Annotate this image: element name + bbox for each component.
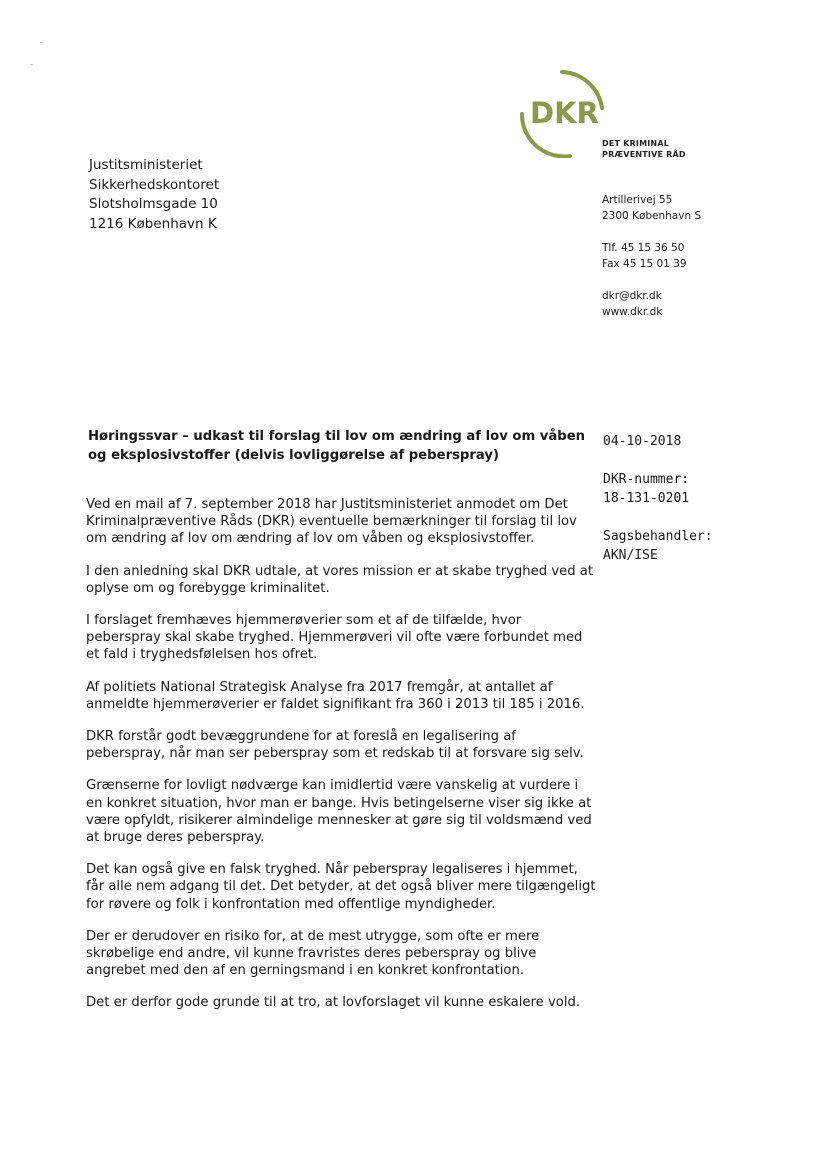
paragraph: I forslaget fremhæves hjemmerøverier som et af de tilfælde, hvor peberspray skal skabe tryghed. Hjemmerøveri vil ofte være forbundet med et fald i tryghedsfølelsen hos ofret. [86,613,583,663]
fax: Fax 45 15 01 39 [602,258,687,270]
logo-text: DKR [530,96,599,130]
paragraph: DKR forstår godt bevæggrundene for at foreslå en legalisering af peberspray, når man ser peberspray som et redskab til at forsvare sig selv. [86,729,584,762]
sender-address: Artillerivej 55 2300 København S [602,194,702,222]
email-link[interactable]: dkr@dkr.dk [602,290,662,302]
sender-contact [602,192,802,336]
scan-mark: - [40,38,43,47]
letter-subject: Høringssvar – udkast til forslag til lov om ændring af lov om våben og eksplosivstoffer (delvis lovliggørelse af peberspray) [88,429,586,463]
phone: Tlf. 45 15 36 50 [602,242,685,254]
paragraph: Det er derfor gode grunde til at tro, at lovforslaget vil kunne eskalere vold. [86,995,581,1011]
recipient-address [89,156,369,234]
recipient-line: 1216 København K [89,215,217,232]
sender-online [602,288,802,320]
letter-meta [603,432,803,584]
paragraph: Der er derudover en risiko for, at de mest utrygge, som ofte er mere skrøbelige end andre, vil kunne fravristes deres peberspray og blive angrebet med den af en gerningsmand i en konkret konfrontation. [86,928,540,979]
org-name: DET KRIMINAL PRÆVENTIVE RÅD [602,139,686,159]
paragraph: I den anledning skal DKR udtale, at vores mission er at skabe tryghed ved at oplyse om og forebygge kriminalitet. [86,563,594,596]
caseworker: Sagsbehandler: AKN/ISE [603,529,713,563]
sender-phone [602,240,802,272]
letter-body [86,496,596,1027]
scan-mark: - [30,60,33,69]
web-link[interactable]: www.dkr.dk [602,306,663,318]
paragraph: Grænserne for lovligt nødværge kan imidlertid være vanskelig at vurdere i en konkret situation, hvor man er bange. Hvis betingelserne viser sig ikke at være opfyldt, risikerer almindelige mennesker at gøre sig til voldsmænd ved at bruge deres peberspray. [86,778,592,846]
paragraph: Af politiets National Strategisk Analyse fra 2017 fremgår, at antallet af anmeldte hjemmerøverier er faldet signifikant fra 360 i 2013 til 185 i 2016. [86,679,585,712]
letter-date: 04-10-2018 [603,434,682,449]
recipient-line: Justitsministeriet [89,157,203,173]
paragraph: Det kan også give en falsk tryghed. Når peberspray legaliseres i hjemmet, får alle nem adgang til det. Det betyder, at det også bliver mere tilgængeligt for røvere og folk i konfrontation med offentlige myndigheder. [86,862,596,912]
paragraph: Ved en mail af 7. september 2018 har Justitsministeriet anmodet om Det Kriminalpræventive Råds (DKR) eventuelle bemærkninger til forslag til lov om ændring af lov om ændring af lov om våben og eksplosivstoffer. [86,497,577,547]
recipient-line: Sikkerhedskontoret [89,176,220,193]
recipient-line: Slotsholmsgade 10 [89,196,218,212]
dkr-number: DKR-nummer: 18-131-0201 [603,472,690,506]
